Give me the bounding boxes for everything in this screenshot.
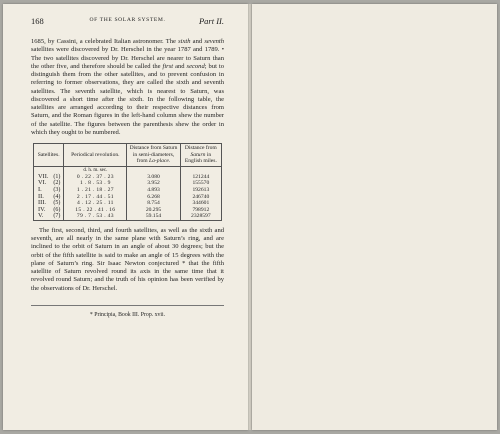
emphasis: La-place.	[149, 158, 171, 165]
miles-value: 344601	[180, 200, 221, 207]
units-row	[34, 166, 222, 174]
satellite-order: (1)	[51, 174, 64, 181]
miles-value: 155570	[180, 180, 221, 187]
period-value: 2 . 17 . 44 . 51	[64, 194, 127, 201]
page-number: 168	[31, 16, 44, 26]
page-header	[31, 14, 224, 26]
miles-value: 121244	[180, 174, 221, 181]
part-label: Part II.	[198, 16, 224, 26]
right-page-blank	[252, 4, 497, 430]
semi-diameter-value: 3.080	[127, 174, 180, 181]
miles-value: 192613	[180, 187, 221, 194]
semi-diameter-value: 8.754	[127, 200, 180, 207]
text: ; but to distinguish them from the other satellites, and to prevent confusion in referring to former observations, they are called the sixth and seventh satellites. The seventh satellite, which is nearest to Saturn, was discovered a short time after the sixth. In the following table, the satellites are arranged according to their respective distances from Saturn, and the Roman figures in the left-hand column shew the number of the satellite. The figures between the parenthesis shew the order in which they ought to be numbered.	[31, 62, 224, 136]
period-value: 1 . 8 . 53 . 9	[64, 180, 127, 187]
satellite-number: V.	[34, 213, 51, 220]
emphasis: sixth	[178, 38, 191, 45]
table-row	[34, 174, 222, 181]
miles-value: 2328597	[180, 213, 221, 220]
semi-diameter-value: 6.268	[127, 194, 180, 201]
satellite-number: II.	[34, 194, 51, 201]
header-period: Periodical revolution.	[64, 144, 127, 167]
empty-cell	[180, 166, 221, 174]
header-satellites: Satellites.	[34, 144, 64, 167]
period-value: 15 . 22 . 41 . 16	[64, 207, 127, 214]
table-row	[34, 207, 222, 214]
miles-value: 798912	[180, 207, 221, 214]
table-row	[34, 213, 222, 220]
period-value: 79 . 7 . 53 . 43	[64, 213, 127, 220]
paragraph-1	[31, 38, 224, 137]
emphasis: seventh	[204, 38, 224, 45]
table-row	[34, 194, 222, 201]
text: Distance from	[184, 145, 217, 151]
paragraph-2: The first, second, third, and fourth satellites, as well as the sixth and seventh, are all nearly in the same plane with Saturn’s ring, and are inclined to the orbit of Saturn in an angle of about 30 degrees; but the orbit of the fifth satellite is said to make an angle of 15 degrees with the plane of Saturn’s ring. Sir Isaac Newton conjectured * that the fifth satellite of Saturn revolved round its axis in the same time that it revolved round Saturn; and the truth of his opinion has been verified by the observations of Dr. Herschel.	[31, 226, 224, 292]
text: Distance from Saturn in semi-diameters, from	[129, 145, 178, 165]
units-label: d. h. m. sec.	[64, 166, 127, 174]
satellite-number: I.	[34, 187, 51, 194]
emphasis: first	[162, 62, 174, 70]
text: and	[173, 62, 187, 70]
satellite-order: (5)	[51, 200, 64, 207]
period-value: 0 . 22 . 37 . 23	[64, 174, 127, 181]
period-value: 4 . 12 . 25 . 11	[64, 200, 127, 207]
satellites-table	[33, 143, 222, 221]
period-value: 1 . 21 . 18 . 27	[64, 187, 127, 194]
page-content	[31, 14, 224, 318]
header-distance-miles	[180, 144, 221, 167]
satellite-order: (6)	[51, 207, 64, 214]
emphasis: Saturn	[190, 151, 206, 158]
table-row	[34, 180, 222, 187]
text: 1685, by Cassini, a celebrated Italian astronomer. The	[31, 38, 179, 45]
table-row	[34, 187, 222, 194]
table-header-row	[34, 144, 222, 167]
text: and	[190, 38, 205, 45]
running-title: OF THE SOLAR SYSTEM.	[89, 17, 166, 23]
header-distance-semi	[127, 144, 180, 167]
satellite-order: (2)	[51, 180, 64, 187]
miles-value: 246740	[180, 194, 221, 201]
footnote-divider	[31, 305, 224, 306]
text: satellites were discovered by Dr. Herschel in the year 1787 and 1789. • The two satellites discovered by Dr. Herschel are nearer to Saturn than the other five, and therefore should be called the	[31, 46, 224, 70]
satellite-order: (4)	[51, 194, 64, 201]
empty-cell	[51, 166, 64, 174]
semi-diameter-value: 4.893	[127, 187, 180, 194]
satellite-order: (7)	[51, 213, 64, 220]
left-page	[3, 4, 248, 430]
semi-diameter-value: 3.952	[127, 180, 180, 187]
satellite-number: VI.	[34, 180, 51, 187]
satellite-number: VII.	[34, 174, 51, 181]
semi-diameter-value: 59.154	[127, 213, 180, 220]
empty-cell	[127, 166, 180, 174]
semi-diameter-value: 20.295	[127, 207, 180, 214]
satellite-order: (3)	[51, 187, 64, 194]
text: in English miles.	[184, 151, 217, 165]
table-row	[34, 200, 222, 207]
satellite-number: IV.	[34, 207, 51, 214]
satellite-number: III.	[34, 200, 51, 207]
footnote: * Principia, Book III. Prop. xvii.	[89, 311, 166, 318]
emphasis: second	[186, 62, 205, 70]
